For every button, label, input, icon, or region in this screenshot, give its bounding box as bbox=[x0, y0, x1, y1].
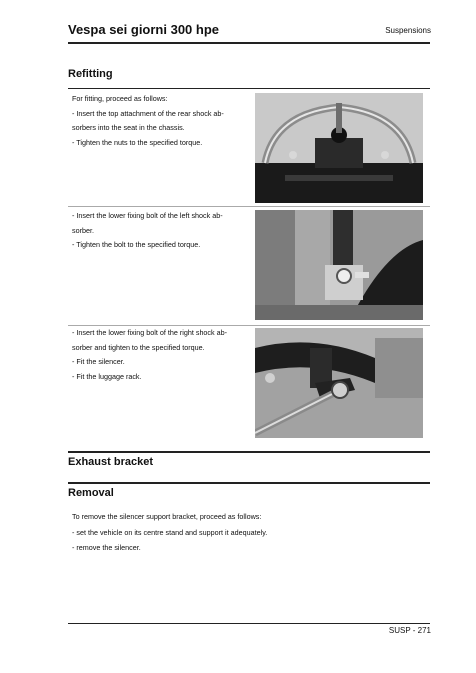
step-3-text bbox=[72, 326, 227, 384]
step-2-line: sorber. bbox=[72, 225, 94, 235]
step-1-line: - Tighten the nuts to the specified torque. bbox=[72, 137, 203, 147]
refitting-rule bbox=[68, 88, 430, 89]
step-1-line: sorbers into the seat in the chassis. bbox=[72, 123, 185, 132]
step-3-line: - Fit the luggage rack. bbox=[72, 371, 142, 381]
removal-text bbox=[72, 509, 267, 556]
step-divider bbox=[68, 206, 430, 207]
document-title: Vespa sei giorni 300 hpe bbox=[68, 22, 220, 37]
step-2-line: - Tighten the bolt to the specified torque. bbox=[72, 240, 201, 249]
step-3-line: - Fit the silencer. bbox=[72, 357, 125, 366]
removal-line: To remove the silencer support bracket, proceed as follows: bbox=[72, 512, 262, 521]
header-rule bbox=[68, 42, 430, 44]
removal-line: - remove the silencer. bbox=[72, 543, 141, 552]
step-3-line: sorber and tighten to the specified torque. bbox=[72, 342, 205, 352]
removal-heading: Removal bbox=[68, 487, 114, 499]
step-2-line: - Insert the lower fixing bolt of the left shock ab- bbox=[72, 211, 223, 220]
step-3-line: - Insert the lower fixing bolt of the right shock ab- bbox=[72, 328, 228, 337]
section-label: Suspensions bbox=[385, 26, 431, 35]
step-3-photo bbox=[255, 328, 423, 438]
footer-rule bbox=[68, 623, 430, 624]
step-1-photo bbox=[255, 93, 423, 203]
step-1-line: For fitting, proceed as follows: bbox=[72, 94, 168, 103]
step-2-text bbox=[72, 209, 223, 253]
step-1-text bbox=[72, 92, 224, 150]
step-1-line: - Insert the top attachment of the rear shock ab- bbox=[72, 108, 224, 118]
step-2-photo bbox=[255, 210, 423, 320]
removal-line: - set the vehicle on its centre stand and support it adequately. bbox=[72, 527, 268, 537]
exhaust-top-rule bbox=[68, 451, 430, 453]
page-number: SUSP - 271 bbox=[388, 626, 431, 635]
refitting-heading: Refitting bbox=[68, 68, 113, 80]
exhaust-bracket-heading: Exhaust bracket bbox=[68, 456, 153, 468]
removal-top-rule bbox=[68, 482, 430, 484]
